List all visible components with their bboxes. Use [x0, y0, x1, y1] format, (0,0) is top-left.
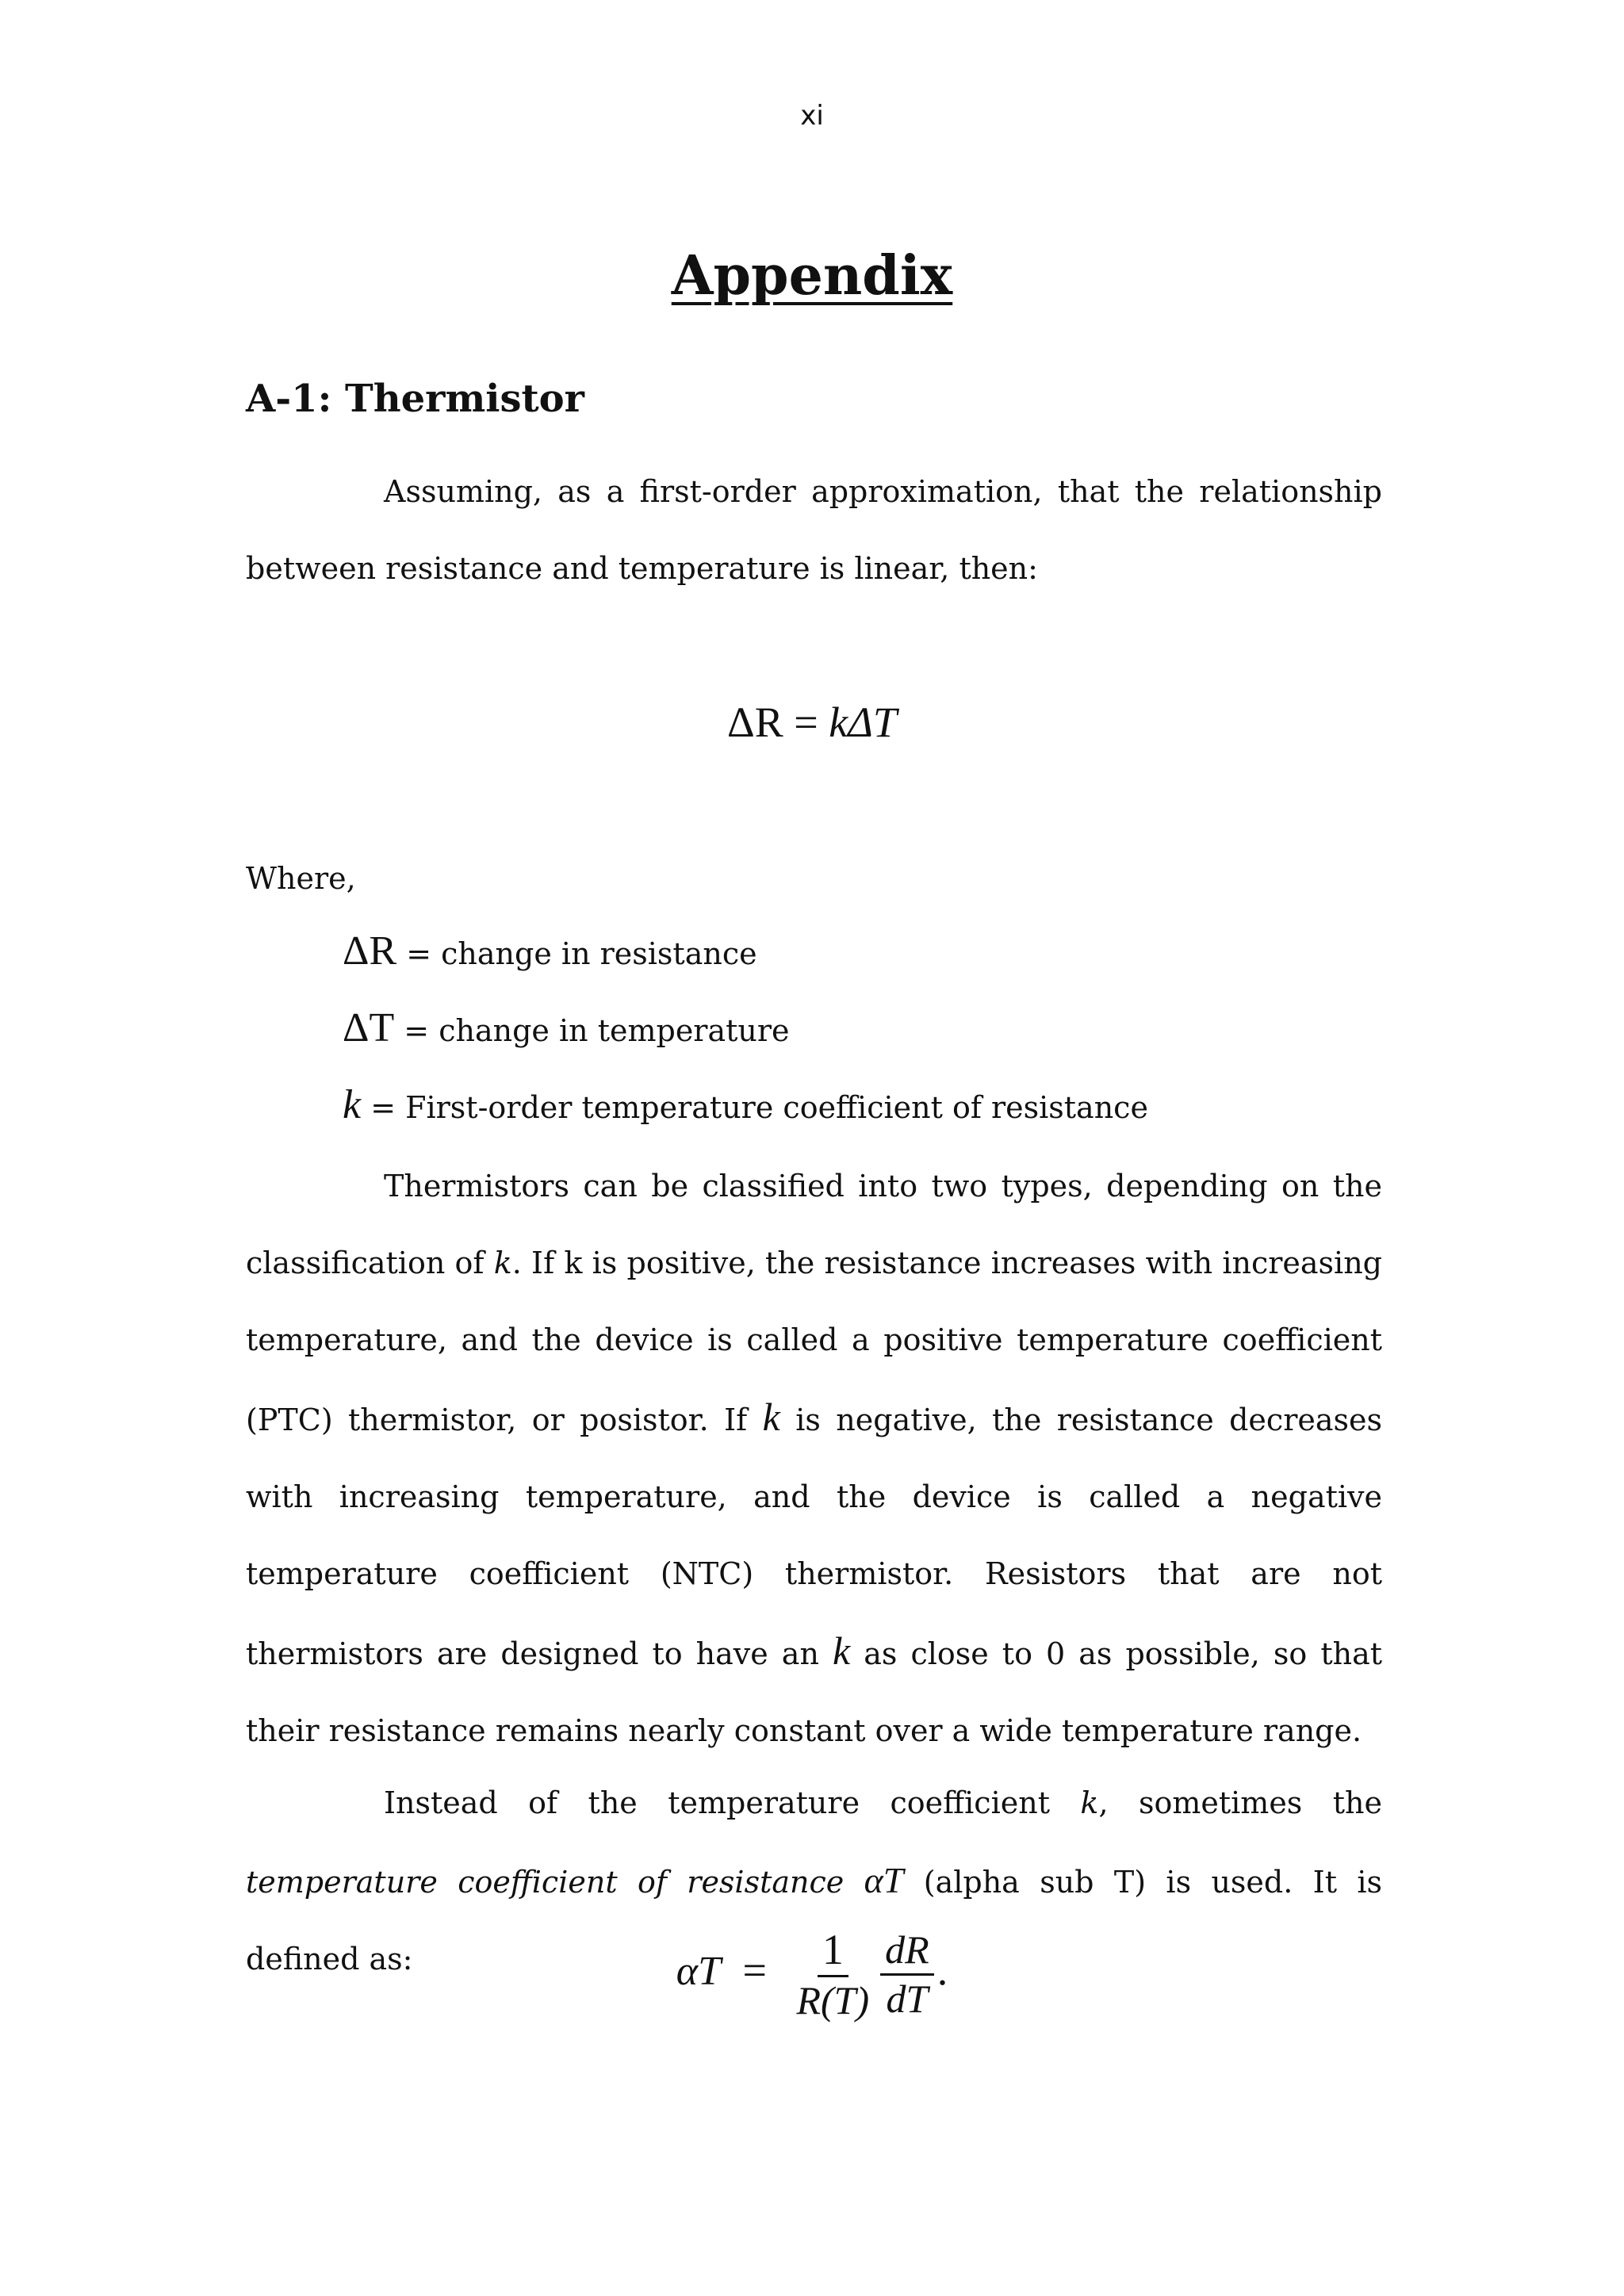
- types-paragraph: [246, 1148, 1382, 1770]
- fraction-denominator: dT: [886, 1976, 929, 2022]
- equation-linear: [0, 698, 1624, 747]
- equation-equals: =: [794, 698, 818, 746]
- page-number: xi: [800, 100, 824, 132]
- alpha-symbol: αT: [864, 1860, 904, 1900]
- equation-rhs: kΔT: [829, 698, 897, 746]
- types-text-2: . If k is positive, the resistance increases with increasing temperature, and the device is called a positive temperature coefficient (PTC) thermistor, or posistor. If: [246, 1246, 1382, 1437]
- intro-paragraph: Assuming, as a first-order approximation, that the relationship between resistance and temperature is linear, then:: [246, 474, 1382, 586]
- definition-symbol: ΔT: [343, 1005, 395, 1050]
- definition-symbol: k: [343, 1082, 362, 1127]
- equation-alpha: [0, 1927, 1624, 2022]
- equation-lhs: ΔR: [727, 698, 783, 746]
- alpha-text-1: Instead of the temperature coefficient: [384, 1785, 1081, 1820]
- k-symbol: k: [832, 1628, 851, 1673]
- alpha-italic-phrase: temperature coefficient of resistance: [246, 1865, 845, 1900]
- definition-symbol: ΔR: [343, 928, 397, 974]
- types-text-3: is negative, the resistance decreases with increasing temperature, and the device is called a negative temperature coefficient (NTC) thermistor. Resistors that are not thermistors are designed to have an: [246, 1402, 1382, 1671]
- fraction-one-over-r: [791, 1927, 874, 2022]
- types-text-1: Thermistors can be classified into two types, depending on the classification of: [246, 1169, 1382, 1280]
- k-symbol: k: [762, 1395, 780, 1439]
- definition-k: [343, 1081, 1148, 1131]
- page-title: Appendix: [671, 244, 953, 308]
- where-label: Where,: [246, 861, 356, 896]
- fraction-denominator: R(T): [796, 1978, 870, 2023]
- alpha-text-3: (alpha sub T) is used. It is defined as:: [246, 1865, 1382, 1976]
- definition-text: = change in temperature: [404, 1013, 790, 1048]
- section-heading: A-1: Thermistor: [246, 377, 584, 421]
- fraction-numerator: dR: [880, 1928, 934, 1976]
- equation-alpha-lhs: αT: [676, 1949, 722, 1995]
- definition-text: = First-order temperature coefficient of resistance: [370, 1090, 1148, 1125]
- k-symbol: k: [1080, 1785, 1099, 1820]
- definition-text: = change in resistance: [406, 936, 757, 971]
- alpha-text-2: , sometimes the: [1098, 1785, 1382, 1820]
- fraction-dr-dt: [880, 1928, 934, 2021]
- types-text-4: as close to 0 as possible, so that their resistance remains nearly constant over a wide temperature range.: [246, 1636, 1383, 1748]
- definition-delta-r: [343, 928, 757, 978]
- equation-alpha-equals: =: [742, 1946, 767, 1995]
- equation-period: .: [936, 1946, 948, 1995]
- fraction-numerator: 1: [818, 1927, 848, 1977]
- definition-delta-t: [343, 1004, 790, 1054]
- k-symbol: k: [493, 1246, 512, 1280]
